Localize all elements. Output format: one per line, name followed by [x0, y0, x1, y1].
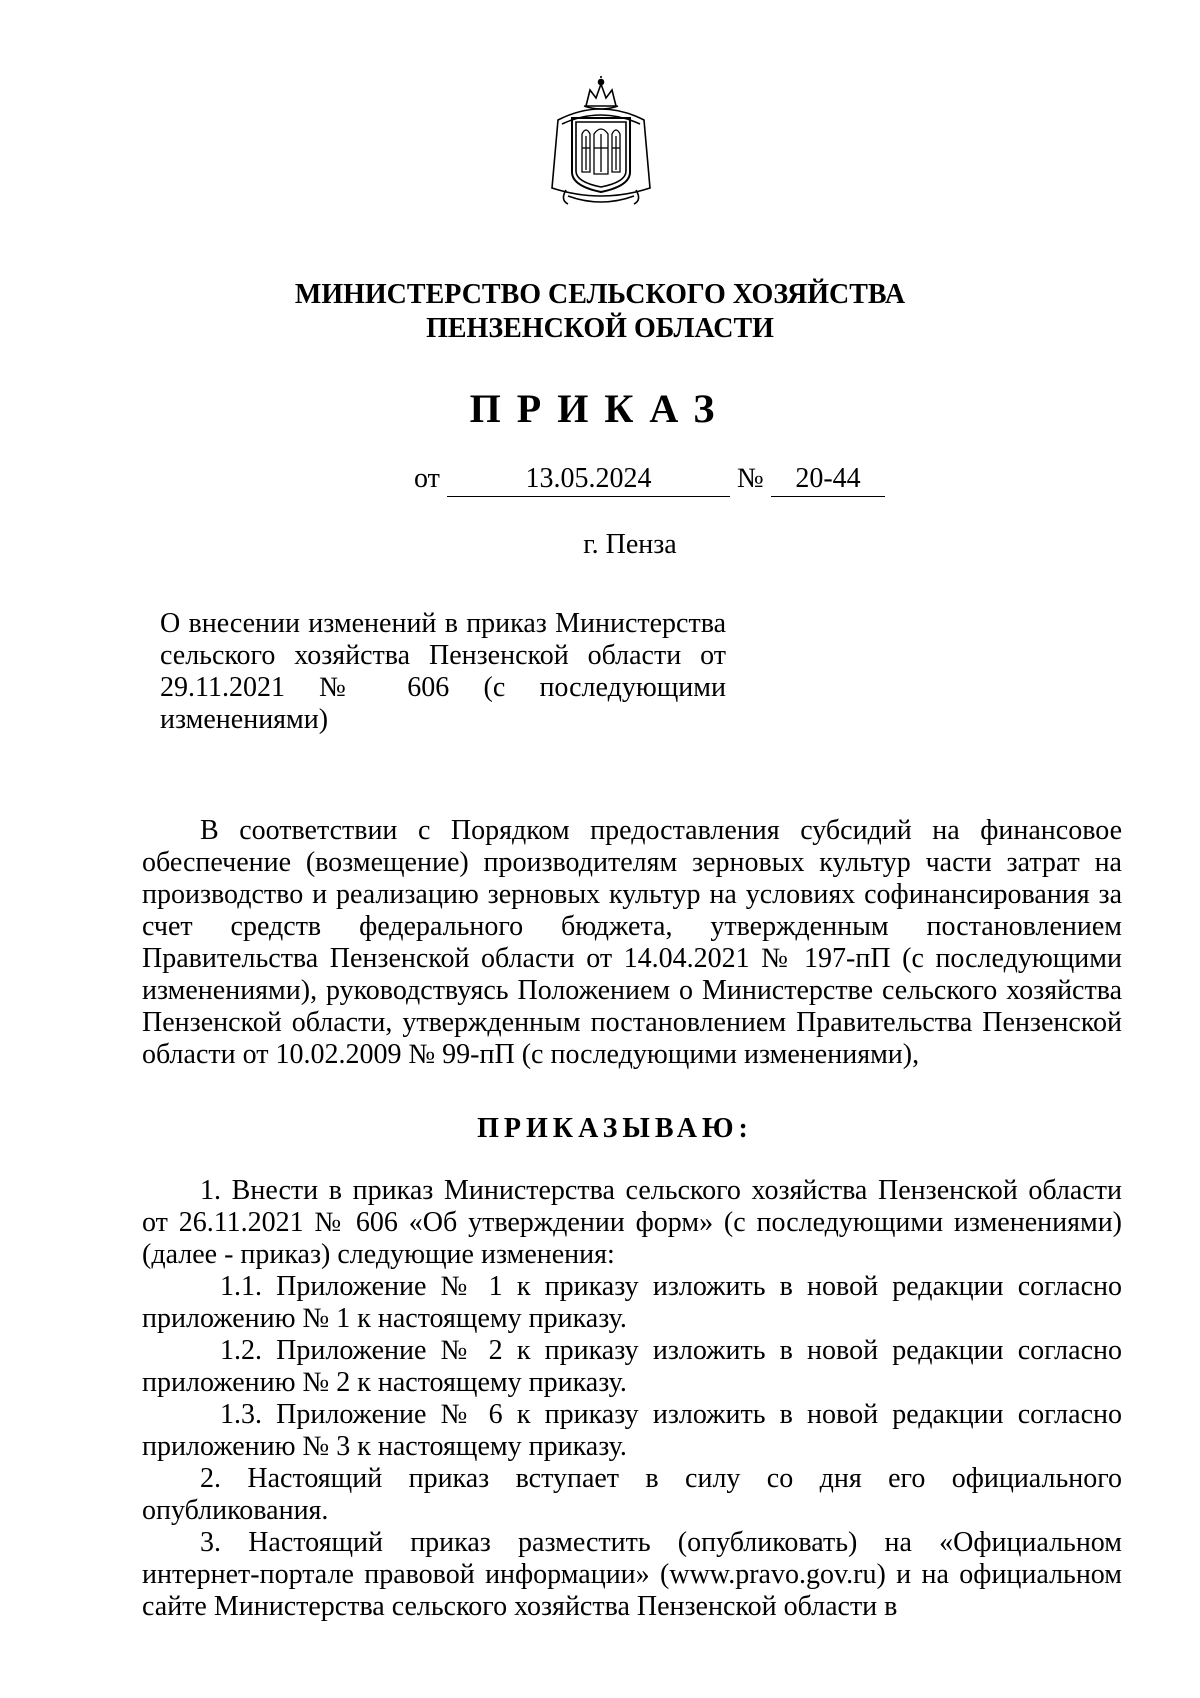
item-1-2: 1.2. Приложение № 2 к приказу изложить в новой редакции согласно приложению № 2 к настоящему приказу. — [142, 1335, 1122, 1398]
item-1: 1. Внести в приказ Министерства сельского хозяйства Пензенской области от 26.11.2021 № 606 «Об утверждении форм» (с последующими изменениями) (далее - приказ) следующие изменения: — [142, 1175, 1122, 1270]
ministry-name — [0, 278, 1200, 346]
date-prefix: от — [414, 463, 440, 494]
item-1-1: 1.1. Приложение № 1 к приказу изложить в новой редакции согласно приложению № 1 к настоящему приказу. — [142, 1271, 1122, 1334]
ministry-line-1: МИНИСТЕРСТВО СЕЛЬСКОГО ХОЗЯЙСТВА — [294, 279, 906, 310]
order-subject: О внесении изменений в приказ Министерства сельского хозяйства Пензенской области от 29.11.2021 № 606 (с последующими изменениями) — [160, 608, 726, 735]
preamble — [142, 815, 1122, 1071]
item-3: 3. Настоящий приказ разместить (опубликовать) на «Официальном интернет-портале правовой информации» (www.pravo.gov.ru) и на официальном сайте Министерства сельского хозяйства Пензенской области в — [142, 1527, 1122, 1622]
number-prefix: № — [737, 463, 764, 494]
ministry-line-2: ПЕНЗЕНСКОЙ ОБЛАСТИ — [426, 313, 774, 344]
directive-heading: ПРИКАЗЫВАЮ: — [477, 1113, 753, 1144]
order-date: 13.05.2024 — [447, 462, 730, 497]
item-2: 2. Настоящий приказ вступает в силу со дня его официального опубликования. — [142, 1463, 1122, 1526]
penza-oblast-coat-of-arms-icon — [538, 76, 664, 210]
preamble-text: В соответствии с Порядком предоставления субсидий на финансовое обеспечение (возмещение) производителям зерновых культур части затрат на производство и реализацию зерновых культур на условиях софинансирования за счет средств федерального бюджета, утвержденным постановлением Правительства Пензенской области от 14.04.2021 № 197-пП (с последующими изменениями), руководствуясь Положением о Министерстве сельского хозяйства Пензенской области, утвержденным постановлением Правительства Пензенской области от 10.02.2009 № 99-пП (с последующими изменениями), — [142, 815, 1122, 1070]
order-number: 20-44 — [771, 462, 885, 497]
order-items — [142, 1175, 1122, 1623]
item-1-3: 1.3. Приложение № 6 к приказу изложить в новой редакции согласно приложению № 3 к настоящему приказу. — [142, 1399, 1122, 1462]
city: г. Пенза — [583, 529, 677, 560]
order-title: ПРИКАЗ — [469, 386, 731, 431]
